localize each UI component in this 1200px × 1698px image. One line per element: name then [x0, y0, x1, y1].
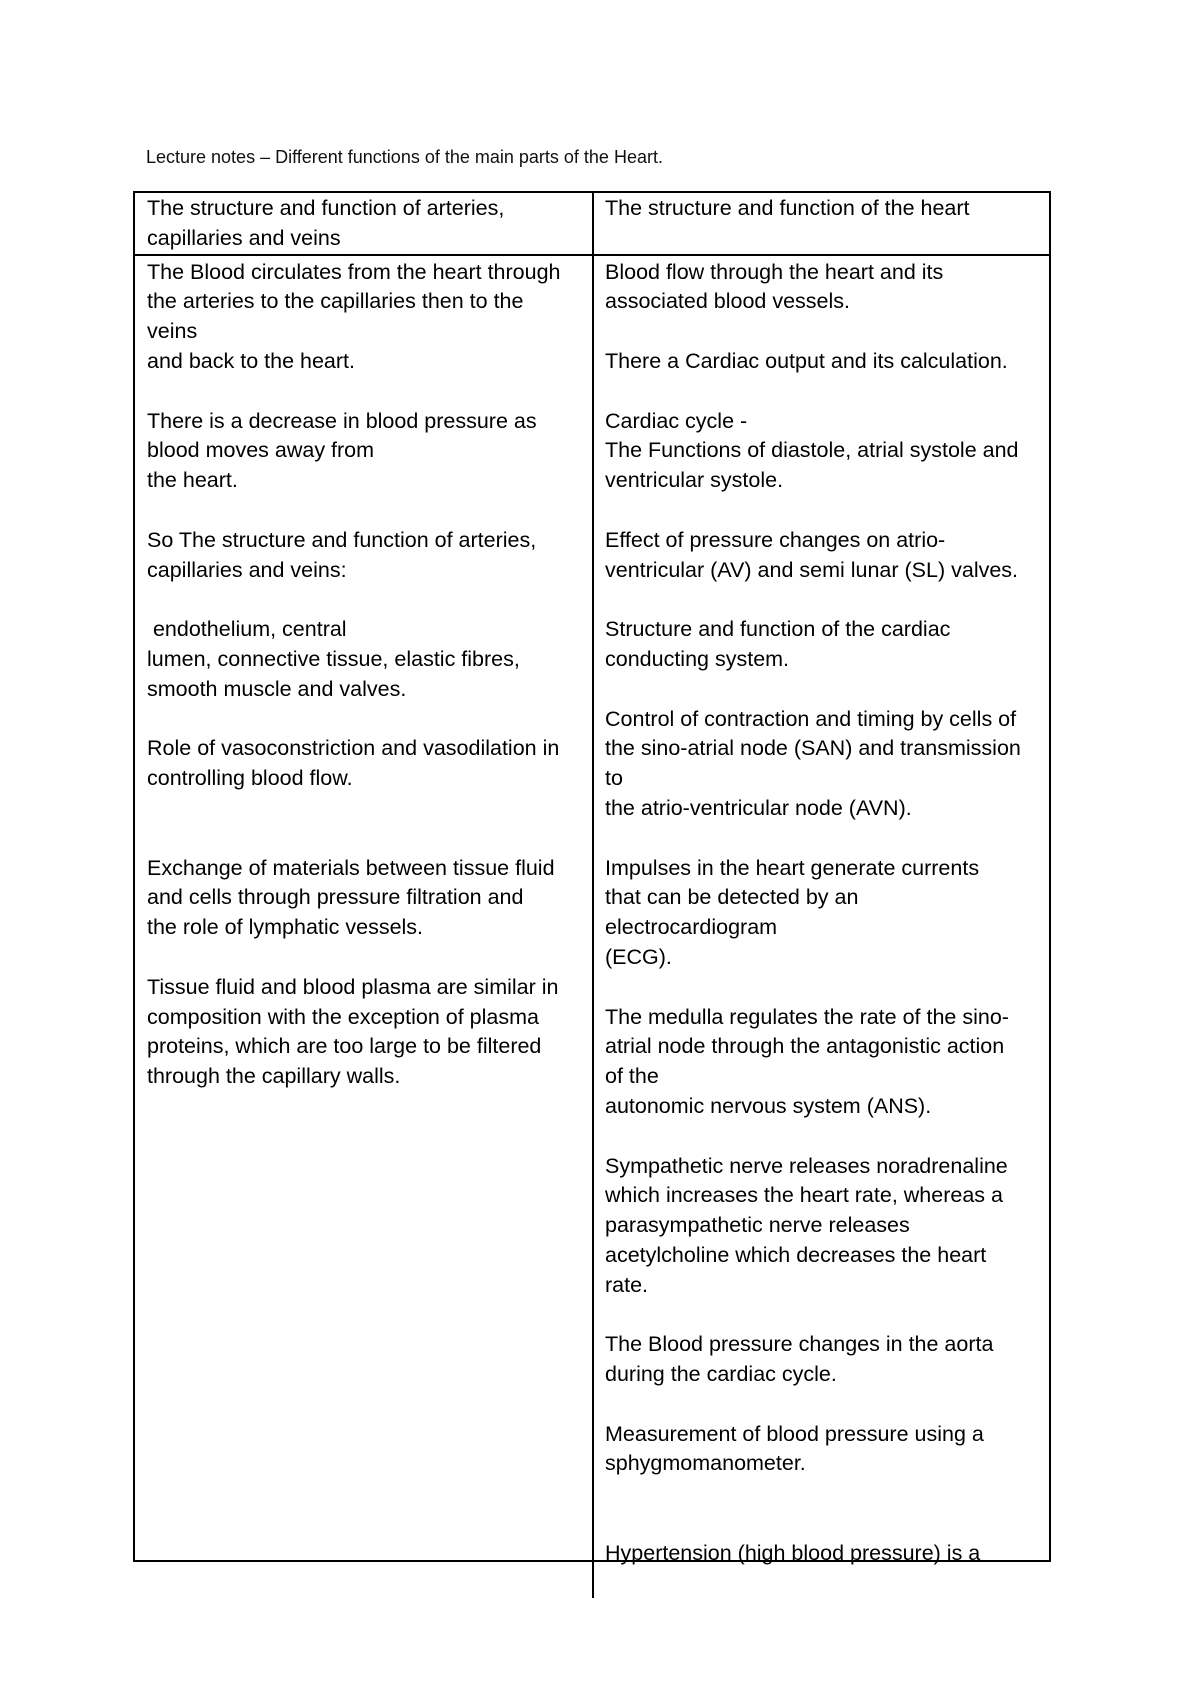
text-line: proteins, which are too large to be filtered [147, 1034, 542, 1059]
text-line: the atrio-ventricular node (AVN). [605, 795, 912, 820]
text-line: rate. [605, 1272, 649, 1297]
text-line: Tissue fluid and blood plasma are similar in [147, 974, 559, 999]
paragraph [147, 526, 592, 586]
text-line: which increases the heart rate, whereas a [605, 1183, 1003, 1208]
table-header-row [135, 193, 1049, 256]
text-line: lumen, connective tissue, elastic fibres, [147, 646, 520, 671]
text-line: and back to the heart. [147, 348, 355, 373]
paragraph [605, 526, 1049, 586]
paragraph [605, 854, 1049, 973]
paragraph [147, 734, 592, 823]
text-line: There is a decrease in blood pressure as [147, 408, 537, 433]
text-line: during the cardiac cycle. [605, 1362, 837, 1387]
text-line: parasympathetic nerve releases [605, 1213, 910, 1238]
text-line: Structure and function of the cardiac [605, 617, 951, 642]
text-line: The Blood pressure changes in the aorta [605, 1332, 994, 1357]
text-line: capillaries and veins: [147, 557, 347, 582]
text-line: composition with the exception of plasma [147, 1004, 539, 1029]
left-column-cell [135, 256, 594, 1599]
text-line: endothelium, central [147, 617, 347, 642]
text-line: Role of vasoconstriction and vasodilation in [147, 736, 560, 761]
paragraph [605, 347, 1049, 377]
text-line: Cardiac cycle - [605, 408, 748, 433]
text-line: There a Cardiac output and its calculation. [605, 348, 1008, 373]
text-line: conducting system. [605, 646, 790, 671]
paragraph [605, 1003, 1049, 1122]
paragraph [605, 1152, 1049, 1301]
text-line: controlling blood flow. [147, 766, 353, 791]
text-line: The Blood circulates from the heart through [147, 259, 561, 284]
paragraph [605, 1539, 1049, 1569]
text-line: the heart. [147, 468, 238, 493]
text-line: So The structure and function of arteries, [147, 527, 537, 552]
header-line: capillaries and veins [147, 225, 341, 250]
text-line: Measurement of blood pressure using a [605, 1421, 984, 1446]
text-line: Sympathetic nerve releases noradrenaline [605, 1153, 1008, 1178]
document-title: Lecture notes – Different functions of the main parts of the Heart. [146, 147, 663, 167]
paragraph [147, 854, 592, 943]
text-line: the role of lymphatic vessels. [147, 915, 424, 940]
table-body-row [135, 256, 1049, 1599]
paragraph [605, 705, 1049, 824]
text-line: Blood flow through the heart and its [605, 259, 944, 284]
paragraph [605, 1330, 1049, 1390]
paragraph [605, 615, 1049, 675]
header-line: The structure and function of arteries, [147, 196, 505, 220]
header-cell-heart [594, 193, 1049, 254]
paragraph [147, 407, 592, 496]
header-cell-arteries [135, 193, 594, 254]
text-line: Effect of pressure changes on atrio- [605, 527, 946, 552]
paragraph [147, 615, 592, 704]
text-line: The Functions of diastole, atrial systole and [605, 438, 1019, 463]
text-line: and cells through pressure filtration and [147, 885, 524, 910]
text-line: The medulla regulates the rate of the sino- [605, 1004, 1009, 1029]
text-line: (ECG). [605, 944, 672, 969]
text-line: Hypertension (high blood pressure) is a [605, 1540, 981, 1565]
paragraph [605, 407, 1049, 496]
text-line: associated blood vessels. [605, 289, 851, 314]
notes-table [133, 191, 1051, 1565]
right-column-cell [594, 256, 1049, 1599]
text-line: smooth muscle and valves. [147, 676, 407, 701]
text-line: blood moves away from [147, 438, 375, 463]
text-line: Exchange of materials between tissue fluid [147, 855, 555, 880]
paragraph [605, 1420, 1049, 1509]
paragraph [147, 973, 592, 1092]
text-line: acetylcholine which decreases the heart [605, 1242, 987, 1267]
text-line: the sino-atrial node (SAN) and transmission [605, 736, 1021, 761]
text-line: through the capillary walls. [147, 1064, 401, 1089]
text-line: the arteries to the capillaries then to the [147, 289, 524, 314]
text-line [147, 794, 592, 824]
text-line: Impulses in the heart generate currents [605, 855, 980, 880]
text-line: ventricular systole. [605, 468, 784, 493]
text-line: electrocardiogram [605, 915, 778, 940]
text-line: atrial node through the antagonistic action [605, 1034, 1005, 1059]
text-line: ventricular (AV) and semi lunar (SL) valves. [605, 557, 1019, 582]
text-line: that can be detected by an [605, 885, 859, 910]
text-line: Control of contraction and timing by cells of [605, 706, 1017, 731]
text-line: autonomic nervous system (ANS). [605, 1093, 932, 1118]
paragraph [605, 258, 1049, 318]
text-line: sphygmomanometer. [605, 1451, 806, 1476]
text-line: to [605, 766, 623, 791]
paragraph [147, 258, 592, 377]
text-line [605, 1479, 1049, 1509]
text-line: veins [147, 319, 198, 344]
text-line: of the [605, 1064, 659, 1089]
header-line: The structure and function of the heart [605, 196, 970, 220]
